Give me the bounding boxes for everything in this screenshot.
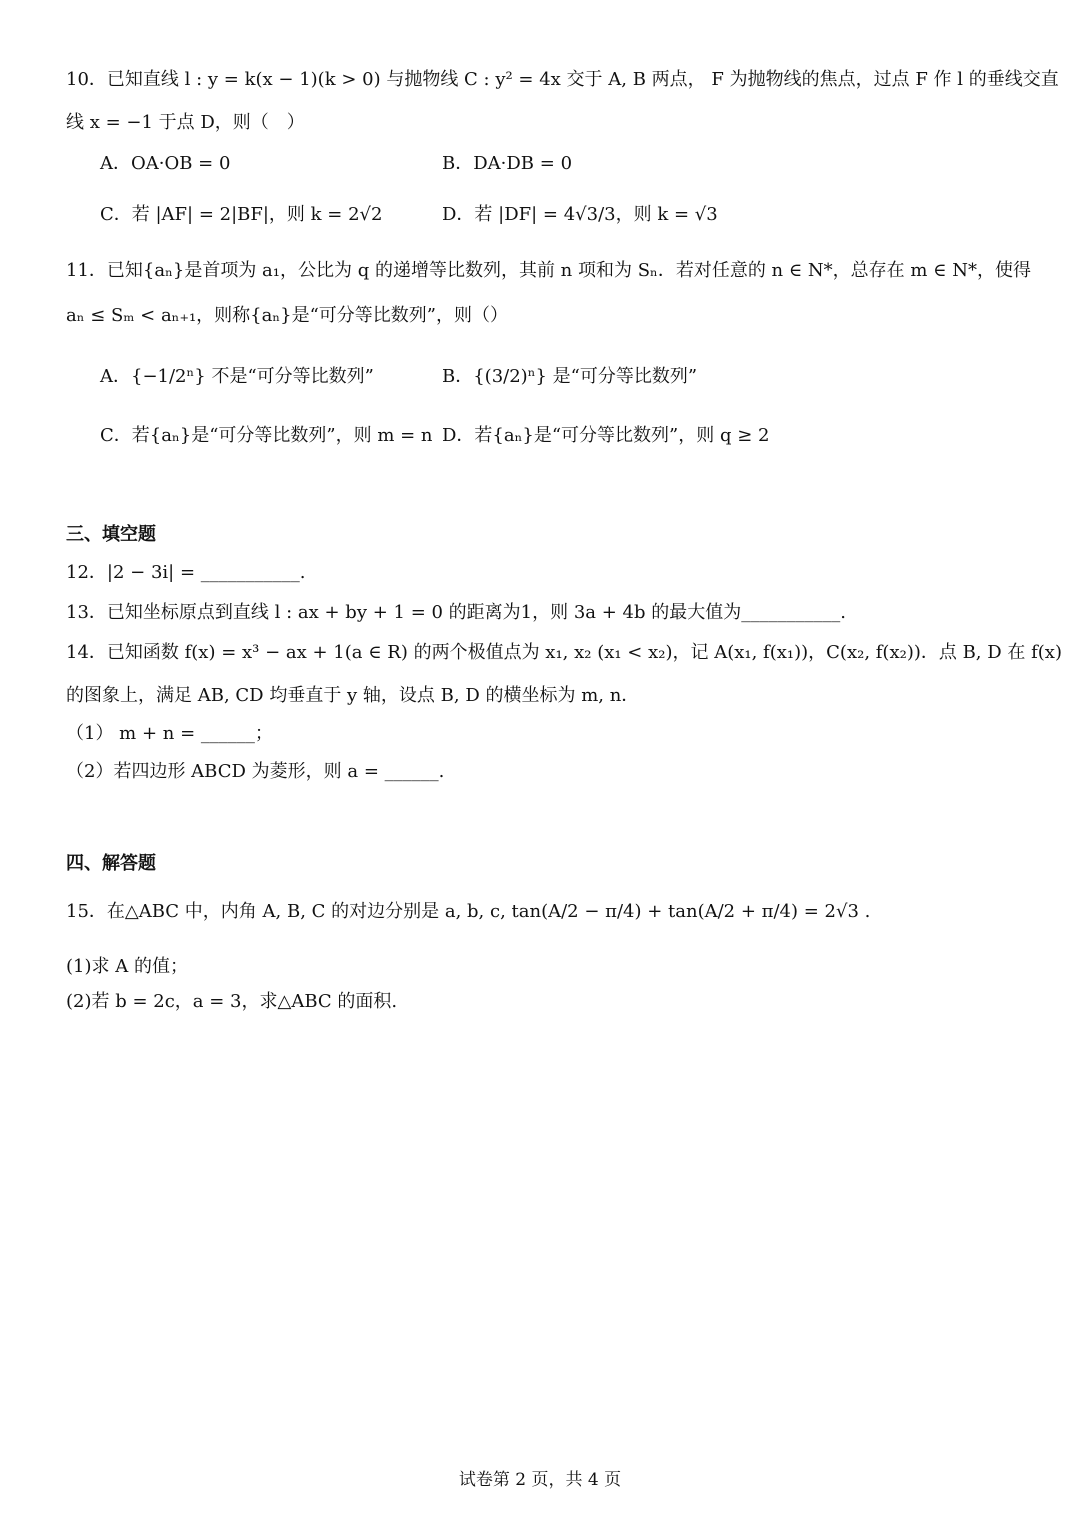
q10-option-b: B．DA·DB = 0 <box>442 153 573 174</box>
q11-option-b: B．{(3/2)ⁿ} 是“可分等比数列” <box>442 366 698 387</box>
q10-option-a: A．OA·OB = 0 <box>100 153 231 174</box>
q15-stem: 15．在△ABC 中，内角 A, B, C 的对边分别是 a, b, c, tan(A/2 − π/4) + tan(A/2 + π/4) = 2√3 . <box>66 901 871 922</box>
q11-option-d: D．若{aₙ}是“可分等比数列”，则 q ≥ 2 <box>442 425 770 446</box>
q14-sub1: （1） m + n = ______； <box>66 723 273 744</box>
q10-stem-line2: 线 x = −1 于点 D，则（ ） <box>66 112 305 133</box>
q11-stem-line2: aₙ ≤ Sₘ < aₙ₊₁，则称{aₙ}是“可分等比数列”，则（） <box>66 305 509 326</box>
q12-stem: 12．|2 − 3i| = ___________. <box>66 562 306 583</box>
q10-option-c: C．若 |AF| = 2|BF|，则 k = 2√2 <box>100 204 383 225</box>
q11-option-c: C．若{aₙ}是“可分等比数列”，则 m = n <box>100 425 433 446</box>
q11-option-a: A．{−1/2ⁿ} 不是“可分等比数列” <box>100 366 374 387</box>
q15-sub2: (2)若 b = 2c，a = 3，求△ABC 的面积. <box>66 991 398 1012</box>
page-footer: 试卷第 2 页，共 4 页 <box>458 1470 622 1490</box>
q13-stem: 13．已知坐标原点到直线 l : ax + by + 1 = 0 的距离为1，则 3a + 4b 的最大值为___________. <box>66 602 846 623</box>
q11-stem-line1: 11．已知{aₙ}是首项为 a₁，公比为 q 的递增等比数列，其前 n 项和为 Sₙ．若对任意的 n ∈ N*，总存在 m ∈ N*，使得 <box>66 260 1031 281</box>
section-heading-fill-in: 三、填空题 <box>66 524 156 545</box>
q10-option-d: D．若 |DF| = 4√3/3，则 k = √3 <box>442 204 718 225</box>
q10-stem-line1: 10．已知直线 l : y = k(x − 1)(k > 0) 与抛物线 C : y² = 4x 交于 A, B 两点， F 为抛物线的焦点，过点 F 作 l 的垂线交直 <box>66 69 1059 90</box>
q14-sub2: （2）若四边形 ABCD 为菱形，则 a = ______. <box>66 761 445 782</box>
section-heading-answer: 四、解答题 <box>66 853 156 874</box>
q15-sub1: (1)求 A 的值； <box>66 956 188 977</box>
q14-stem-line2: 的图象上，满足 AB, CD 均垂直于 y 轴，设点 B, D 的横坐标为 m, n． <box>66 685 640 706</box>
q14-stem-line1: 14．已知函数 f(x) = x³ − ax + 1(a ∈ R) 的两个极值点为 x₁, x₂ (x₁ < x₂)，记 A(x₁, f(x₁))，C(x₂, f(x₂))．点 B, D 在 f(x) <box>66 642 1062 663</box>
